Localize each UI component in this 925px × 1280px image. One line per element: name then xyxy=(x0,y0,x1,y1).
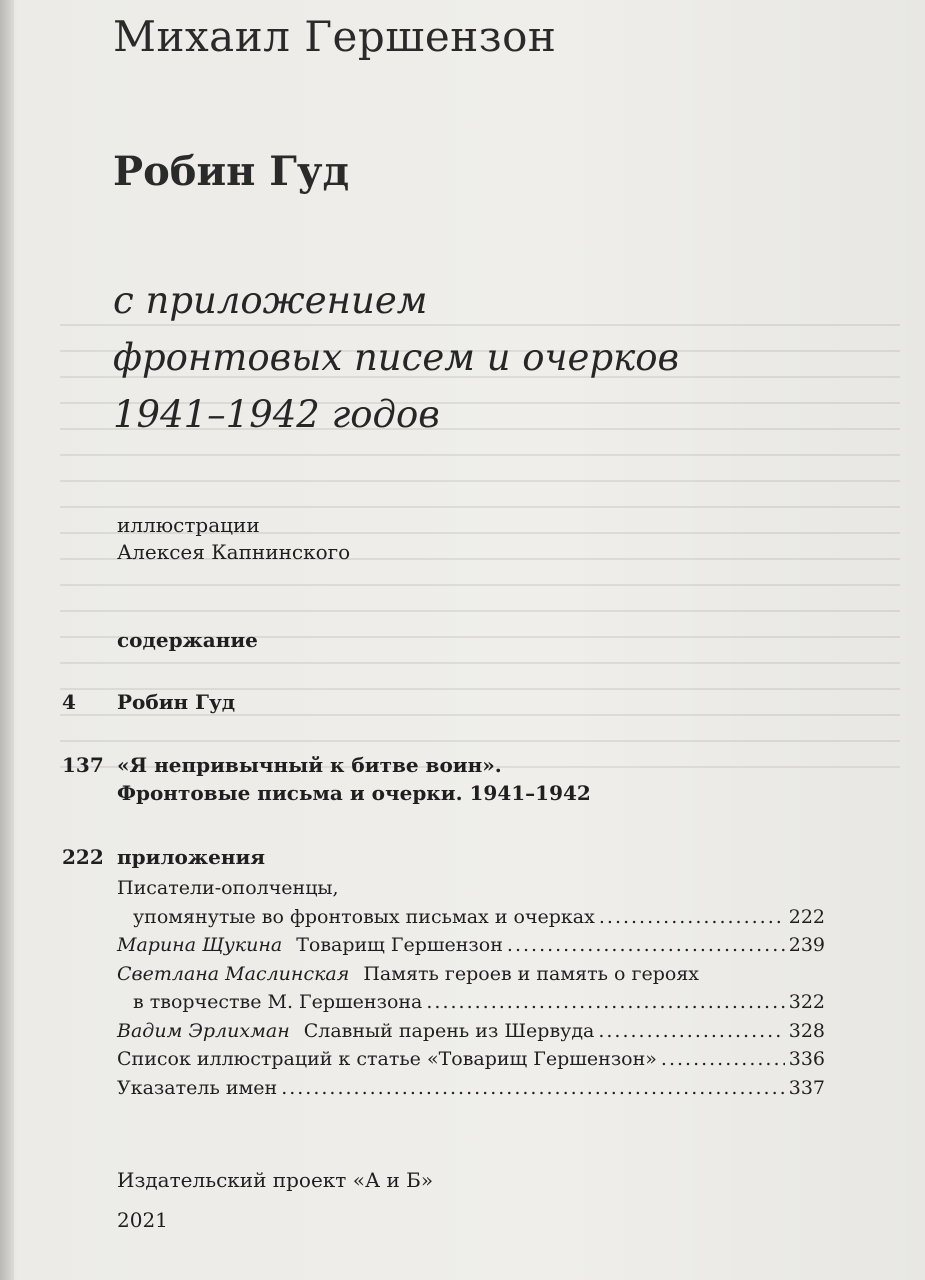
contents-heading: содержание xyxy=(117,628,258,652)
section-3-page: 222 xyxy=(62,845,104,869)
appendix-item-2-author: Марина Щукина xyxy=(117,934,283,956)
appendix-item-3 xyxy=(117,960,825,989)
book-subtitle xyxy=(113,272,679,443)
leader-dots xyxy=(426,988,784,1017)
section-1-title: Робин Гуд xyxy=(117,690,236,714)
section-2-title-line-2: Фронтовые письма и очерки. 1941–1942 xyxy=(117,781,591,805)
appendix-item-3-author: Светлана Маслинская xyxy=(117,962,350,985)
section-2-title-line-1: «Я непривычный к битве воин». xyxy=(117,753,502,777)
section-2-page: 137 xyxy=(62,753,104,777)
appendix-item-2-page: 239 xyxy=(788,934,825,956)
publisher: Издательский проект «А и Б» xyxy=(117,1168,434,1192)
appendix-item-1-page: 222 xyxy=(788,905,825,928)
leader-dots xyxy=(507,931,785,960)
appendix-item-2-title: Товарищ Гершензон xyxy=(296,934,503,956)
book-author: Михаил Гершензон xyxy=(113,12,557,61)
section-1-page: 4 xyxy=(62,690,76,714)
appendix-item-3-page: 322 xyxy=(788,991,825,1013)
section-2-title xyxy=(117,751,591,807)
subtitle-line-2: фронтовых писем и очерков xyxy=(113,336,680,379)
appendix-item-4-author: Вадим Эрлихман xyxy=(117,1019,290,1042)
book-title: Робин Гуд xyxy=(113,148,350,195)
appendix-item-1-line-1: Писатели-ополченцы, xyxy=(117,877,339,899)
appendix-item-5-page: 336 xyxy=(788,1048,825,1070)
appendix-list xyxy=(117,874,825,1102)
appendix-item-3-line-2: в творчестве М. Гершензона xyxy=(133,991,423,1013)
appendix-item-6 xyxy=(117,1074,825,1103)
section-3-title: приложения xyxy=(117,845,266,869)
appendix-item-2 xyxy=(117,931,825,960)
page-spine-shadow xyxy=(0,0,14,1280)
appendix-item-3-title: Память героев и память о героях xyxy=(363,962,700,985)
appendix-item-5-title: Список иллюстраций к статье «Товарищ Гершензон» xyxy=(117,1048,657,1070)
appendix-item-3-continued xyxy=(117,988,825,1017)
illustrations-label: иллюстрации xyxy=(117,513,260,537)
appendix-item-1-line-2: упомянутые во фронтовых письмах и очерках xyxy=(133,905,595,928)
appendix-item-4-title: Славный парень из Шервуда xyxy=(303,1019,595,1042)
appendix-item-4 xyxy=(117,1017,825,1046)
illustrations-artist: Алексея Капнинского xyxy=(117,540,351,564)
leader-dots xyxy=(661,1045,785,1074)
appendix-item-5 xyxy=(117,1045,825,1074)
illustrations-credit xyxy=(117,512,350,566)
leader-dots xyxy=(281,1074,785,1103)
appendix-item-1 xyxy=(117,874,825,903)
publication-year: 2021 xyxy=(117,1208,168,1232)
subtitle-line-1: с приложением xyxy=(113,279,428,322)
appendix-item-6-title: Указатель имен xyxy=(117,1076,278,1099)
appendix-item-1-continued xyxy=(117,903,825,932)
appendix-item-6-page: 337 xyxy=(788,1076,825,1099)
leader-dots xyxy=(598,1017,784,1046)
appendix-item-4-page: 328 xyxy=(788,1019,825,1042)
leader-dots xyxy=(599,903,785,932)
subtitle-line-3: 1941–1942 годов xyxy=(113,393,440,436)
